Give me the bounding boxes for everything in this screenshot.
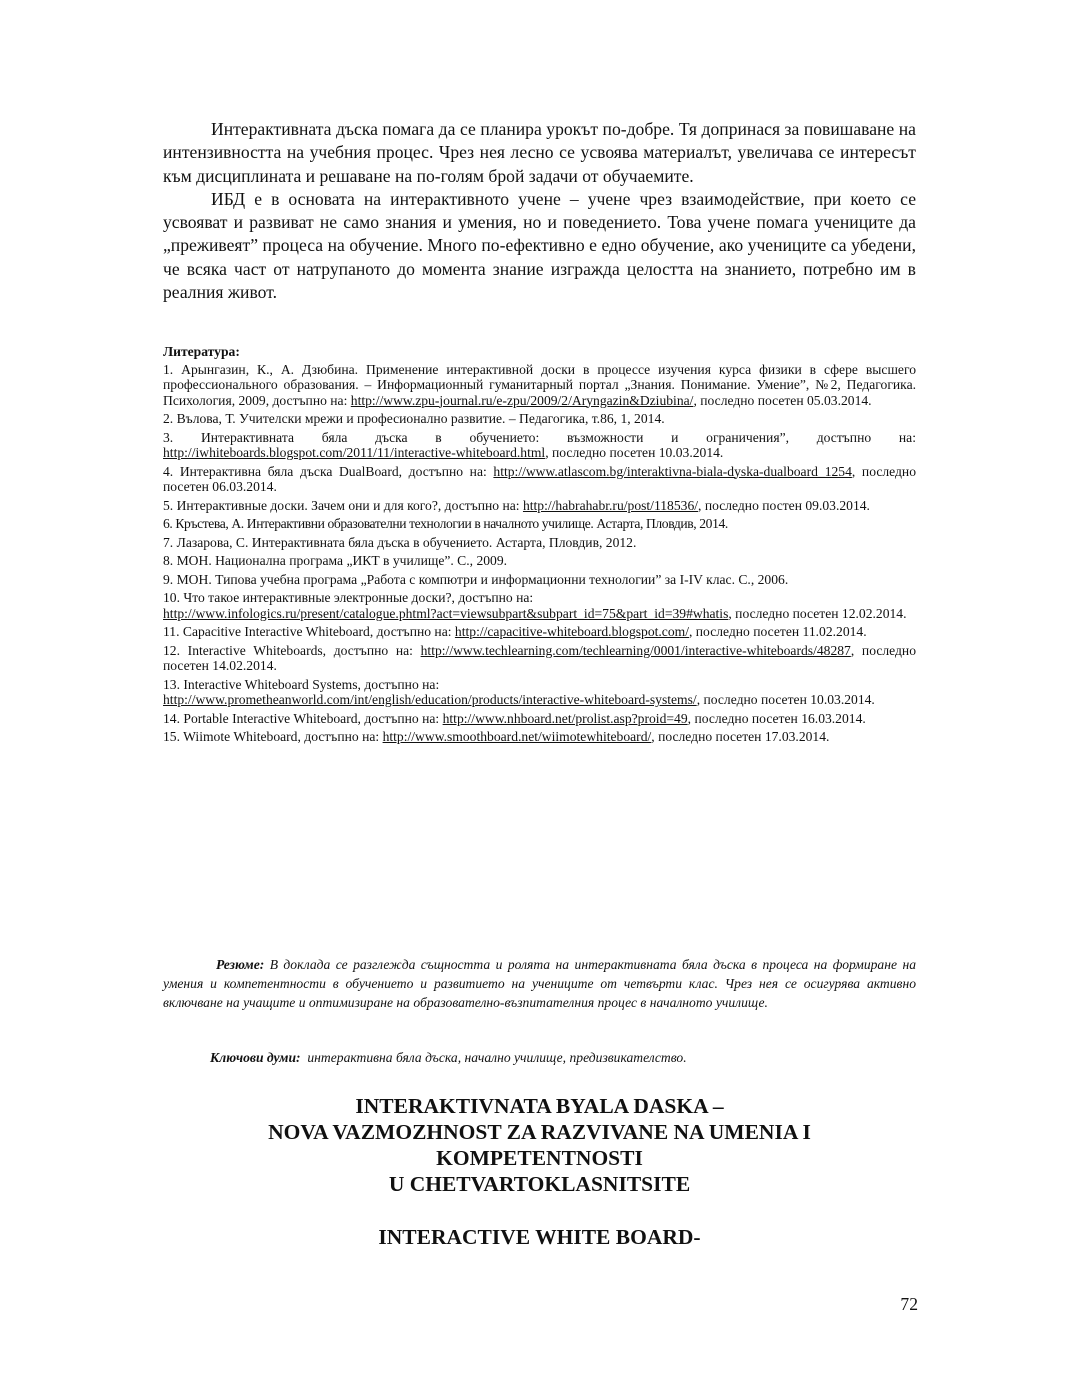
reference-link[interactable]: http://habrahabr.ru/post/118536/ <box>522 497 699 513</box>
reference-link[interactable]: http://www.atlascom.bg/interaktivna-biala-dyska-dualboard_1254 <box>493 463 852 479</box>
reference-link[interactable]: http://www.techlearning.com/techlearning/0001/interactive-whiteboards/48287 <box>420 642 851 658</box>
body-paragraph: ИБД е в основата на интерактивното учене – учене чрез взаимодействие, при което се усвояват и развиват не само знания и умения, но и поведението. Това учене помага учениците да „преживеят” процеса на обучение. Много по-ефективно е едно обучение, ако учениците са убедени, че всяка част от натрупаното до момента знание изгражда целостта на знанието, потребно им в реалния живот. <box>163 188 916 303</box>
reference-item: 4. Интерактивна бяла дъска DualBoard, достъпно на: http://www.atlascom.bg/interaktivna-biala-dyska-dualboard_1254, последно посетен 06.03.2014. <box>163 463 916 494</box>
body-paragraph: Интерактивната дъска помага да се планира урокът по-добре. Тя допринася за повишаване на интензивността на учебния процес. Чрез нея лесно се усвоява материалът, увеличава се интересът към дисциплината и решаване на по-голям брой задачи от обучаемите. <box>163 119 916 186</box>
reference-link[interactable]: http://www.nhboard.net/prolist.asp?proid=49 <box>442 710 688 726</box>
title-line: INTERAKTIVNATA BYALA DASKA – <box>355 1094 724 1118</box>
summary <box>163 955 916 1012</box>
reference-link[interactable]: http://www.infologics.ru/present/catalogue.phtml?act=viewsubpart&subpart_id=75&part_id=39#whatis <box>163 605 729 621</box>
reference-link[interactable]: http://www.zpu-journal.ru/e-zpu/2009/2/Aryngazin&Dziubina/ <box>350 392 694 408</box>
keywords <box>163 1048 916 1067</box>
reference-link[interactable]: http://capacitive-whiteboard.blogspot.com/ <box>454 624 689 639</box>
title-line: U CHETVARTOKLASNITSITE <box>388 1172 691 1196</box>
title-line: NOVA VAZMOZHNOST ZA RAZVIVANE NA UMENIA I <box>268 1120 811 1144</box>
reference-item: 6. Кръстева, А. Интерактивни образователни технологии в началното училище. Астарта, Пловдив, 2014. <box>163 516 728 531</box>
english-title-2: INTERACTIVE WHITE BOARD- <box>378 1225 701 1249</box>
reference-item: 13. Interactive Whiteboard Systems, достъпно на: http://www.prometheanworld.com/int/english/education/products/interactive-whiteboard-systems/, последно посетен 10.03.2014. <box>163 676 875 707</box>
reference-item: 9. МОН. Типова учебна програма „Работа с компютри и информационни технологии” за I-IV клас. С., 2006. <box>163 571 789 587</box>
references-section <box>163 344 916 748</box>
reference-link[interactable]: http://www.prometheanworld.com/int/english/education/products/interactive-whiteboard-systems/ <box>163 692 697 707</box>
summary-text: В доклада се разглежда същността и ролята на интерактивната бяла дъска в процеса на формиране на умения и компетентности в обучението и развитието на учениците от четвърти клас. Чрез нея се осигурява активно включване на учащите и оптимизиране на образователно-възпитателния процес в началното училище. <box>163 957 916 1010</box>
reference-item: 5. Интерактивные доски. Зачем они и для кого?, достъпно на: http://habrahabr.ru/post/118536/, последно постен 09.03.2014. <box>163 497 870 513</box>
reference-item: 2. Вълова, Т. Учителски мрежи и професионално развитие. – Педагогика, т.86, 1, 2014. <box>163 411 665 426</box>
reference-link[interactable]: http://www.smoothboard.net/wiimotewhiteboard/ <box>382 729 652 744</box>
reference-item: 1. Арынгазин, К., А. Дзюбина. Применение интерактивной доски в процессе изучения курса физики в сфере высшего профессионального образования. – Информационный гуманитарный портал „Знания. Понимание. Умение”, №2, Педагогика. Психология, 2009, достъпно на: http://www.zpu-journal.ru/e-zpu/2009/2/Aryngazin&Dziubina/, последно посетен 05.03.2014. <box>163 361 916 408</box>
reference-item: 12. Interactive Whiteboards, достъпно на: http://www.techlearning.com/techlearning/0001/interactive-whiteboards/48287, последно посетен 14.02.2014. <box>163 642 916 673</box>
reference-link[interactable]: http://iwhiteboards.blogspot.com/2011/11/interactive-whiteboard.html <box>163 445 546 460</box>
reference-item: 8. МОН. Национална програма „ИКТ в училище”. С., 2009. <box>163 553 508 568</box>
english-title <box>163 1093 916 1197</box>
title-line: KOMPETENTNOSTI <box>436 1146 643 1170</box>
reference-item: 14. Portable Interactive Whiteboard, достъпно на: http://www.nhboard.net/prolist.asp?proid=49, последно посетен 16.03.2014. <box>163 710 866 726</box>
page-number: 72 <box>900 1294 918 1314</box>
summary-label: Резюме: <box>216 957 265 972</box>
reference-item: 3. Интерактивната бяла дъска в обучението: възможности и ограничения”, достъпно на: http://iwhiteboards.blogspot.com/2011/11/interactive-whiteboard.html, последно посетен 10.03.2014. <box>163 429 916 460</box>
references-heading: Литература: <box>163 344 240 359</box>
reference-item: 7. Лазарова, С. Интерактивната бяла дъска в обучението. Астарта, Пловдив, 2012. <box>163 534 637 550</box>
keywords-label: Ключови думи: <box>210 1050 301 1065</box>
body-text <box>163 118 916 304</box>
keywords-text: интерактивна бяла дъска, начално училище, предизвикателство. <box>300 1050 687 1065</box>
reference-item: 10. Что такое интерактивные электронные доски?, достъпно на: http://www.infologics.ru/present/catalogue.phtml?act=viewsubpart&subpart_id=75&part_id=39#whatis, последно посетен 12.02.2014. <box>163 590 907 621</box>
reference-item: 15. Wiimote Whiteboard, достъпно на: http://www.smoothboard.net/wiimotewhiteboard/, последно посетен 17.03.2014. <box>163 729 830 744</box>
reference-item: 11. Capacitive Interactive Whiteboard, достъпно на: http://capacitive-whiteboard.blogspot.com/, последно посетен 11.02.2014. <box>163 624 867 639</box>
